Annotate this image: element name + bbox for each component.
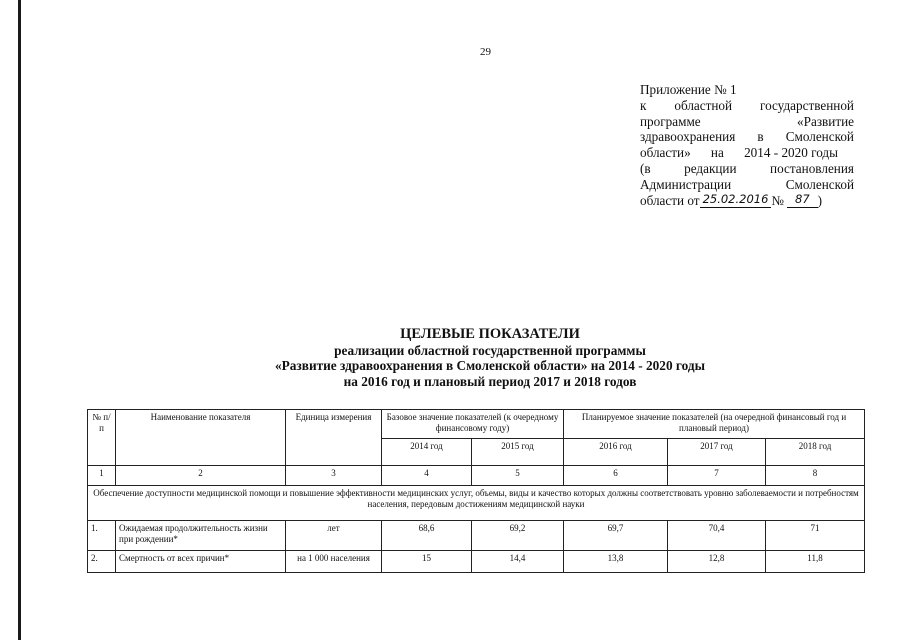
- appendix-line: [640, 161, 854, 177]
- appendix-text: редакции: [684, 160, 737, 176]
- appendix-line: [640, 129, 854, 145]
- appendix-line: [640, 145, 838, 161]
- appendix-text: постановления: [770, 160, 854, 176]
- column-number: 7: [668, 466, 766, 486]
- appendix-text: здравоохранения: [640, 129, 736, 145]
- row-value-2014: 15: [382, 551, 472, 573]
- title-line: на 2016 год и плановый период 2017 и 2018 годов: [343, 373, 637, 389]
- appendix-text: «Развитие: [797, 113, 854, 129]
- row-value-2014: 68,6: [382, 521, 472, 551]
- column-number: 5: [472, 466, 564, 486]
- row-indicator-name: Ожидаемая продолжительность жизни при рождении*: [116, 521, 286, 551]
- section-heading: Обеспечение доступности медицинской помощи и повышение эффективности медицинских услуг, объемы, виды и качество которых должны соответствовать уровню заболеваемости и потребностям населения, передовым достижениям медицинской науки: [88, 486, 865, 521]
- header-year: 2014 год: [382, 439, 472, 466]
- row-value-2017: 70,4: [668, 521, 766, 551]
- appendix-text: Смоленской: [785, 129, 854, 145]
- appendix-text: ): [817, 192, 823, 208]
- appendix-line: [640, 98, 854, 114]
- column-number: 1: [88, 466, 116, 486]
- column-number-row: [88, 466, 865, 486]
- title-line: «Развитие здравоохранения в Смоленской области» на 2014 - 2020 годы: [275, 358, 705, 373]
- row-number: 2.: [88, 551, 116, 573]
- row-unit: лет: [286, 521, 382, 551]
- column-number: 3: [286, 466, 382, 486]
- appendix-line: [640, 114, 854, 130]
- column-number: 2: [116, 466, 286, 486]
- section-row: [88, 486, 865, 521]
- appendix-text: (в: [640, 160, 651, 176]
- appendix-text: области от: [640, 192, 700, 208]
- header-planned: Планируемое значение показателей (на очередной финансовый год и плановый период): [564, 410, 865, 439]
- row-value-2017: 12,8: [668, 551, 766, 573]
- title-line: ЦЕЛЕВЫЕ ПОКАЗАТЕЛИ: [400, 326, 580, 342]
- header-year: 2015 год: [472, 439, 564, 466]
- row-value-2015: 14,4: [472, 551, 564, 573]
- header-num: № п/п: [88, 410, 116, 466]
- appendix-text: государственной: [760, 97, 854, 113]
- page-number: 29: [480, 46, 491, 58]
- margin-rule: [18, 0, 21, 640]
- appendix-text: на: [710, 145, 724, 161]
- appendix-line: [640, 193, 854, 209]
- appendix-line: [640, 82, 854, 98]
- row-value-2015: 69,2: [472, 521, 564, 551]
- header-name: Наименование показателя: [116, 410, 286, 466]
- row-indicator-name: Смертность от всех причин*: [116, 551, 286, 573]
- document-title: [150, 327, 830, 389]
- appendix-text: Приложение № 1: [640, 82, 737, 97]
- appendix-text: к: [640, 97, 647, 113]
- column-number: 8: [766, 466, 865, 486]
- row-value-2018: 71: [766, 521, 865, 551]
- handwritten-number: 87: [787, 193, 818, 209]
- column-number: 4: [382, 466, 472, 486]
- appendix-text: областной: [674, 97, 733, 113]
- appendix-line: [640, 177, 854, 193]
- indicators-table: [87, 409, 865, 573]
- appendix-note: [640, 82, 854, 208]
- header-year: 2018 год: [766, 439, 865, 466]
- header-row: [88, 410, 865, 439]
- appendix-text: программе: [640, 113, 701, 129]
- appendix-text: Администрации: [640, 176, 732, 192]
- column-number: 6: [564, 466, 668, 486]
- appendix-text: 2014 - 2020 годы: [744, 145, 838, 161]
- table-row: [88, 551, 865, 573]
- header-year: 2017 год: [668, 439, 766, 466]
- row-number: 1.: [88, 521, 116, 551]
- title-line: реализации областной государственной программы: [334, 342, 646, 358]
- row-unit: на 1 000 населения: [286, 551, 382, 573]
- header-unit: Единица измерения: [286, 410, 382, 466]
- appendix-text: Смоленской: [785, 176, 854, 192]
- handwritten-date: 25.02.2016: [700, 193, 772, 209]
- header-base: Базовое значение показателей (к очередному финансовому году): [382, 410, 564, 439]
- header-year: 2016 год: [564, 439, 668, 466]
- number-sign: №: [771, 192, 785, 208]
- table-row: [88, 521, 865, 551]
- row-value-2018: 11,8: [766, 551, 865, 573]
- row-value-2016: 13,8: [564, 551, 668, 573]
- appendix-text: области»: [640, 145, 691, 161]
- row-value-2016: 69,7: [564, 521, 668, 551]
- appendix-text: в: [757, 129, 764, 145]
